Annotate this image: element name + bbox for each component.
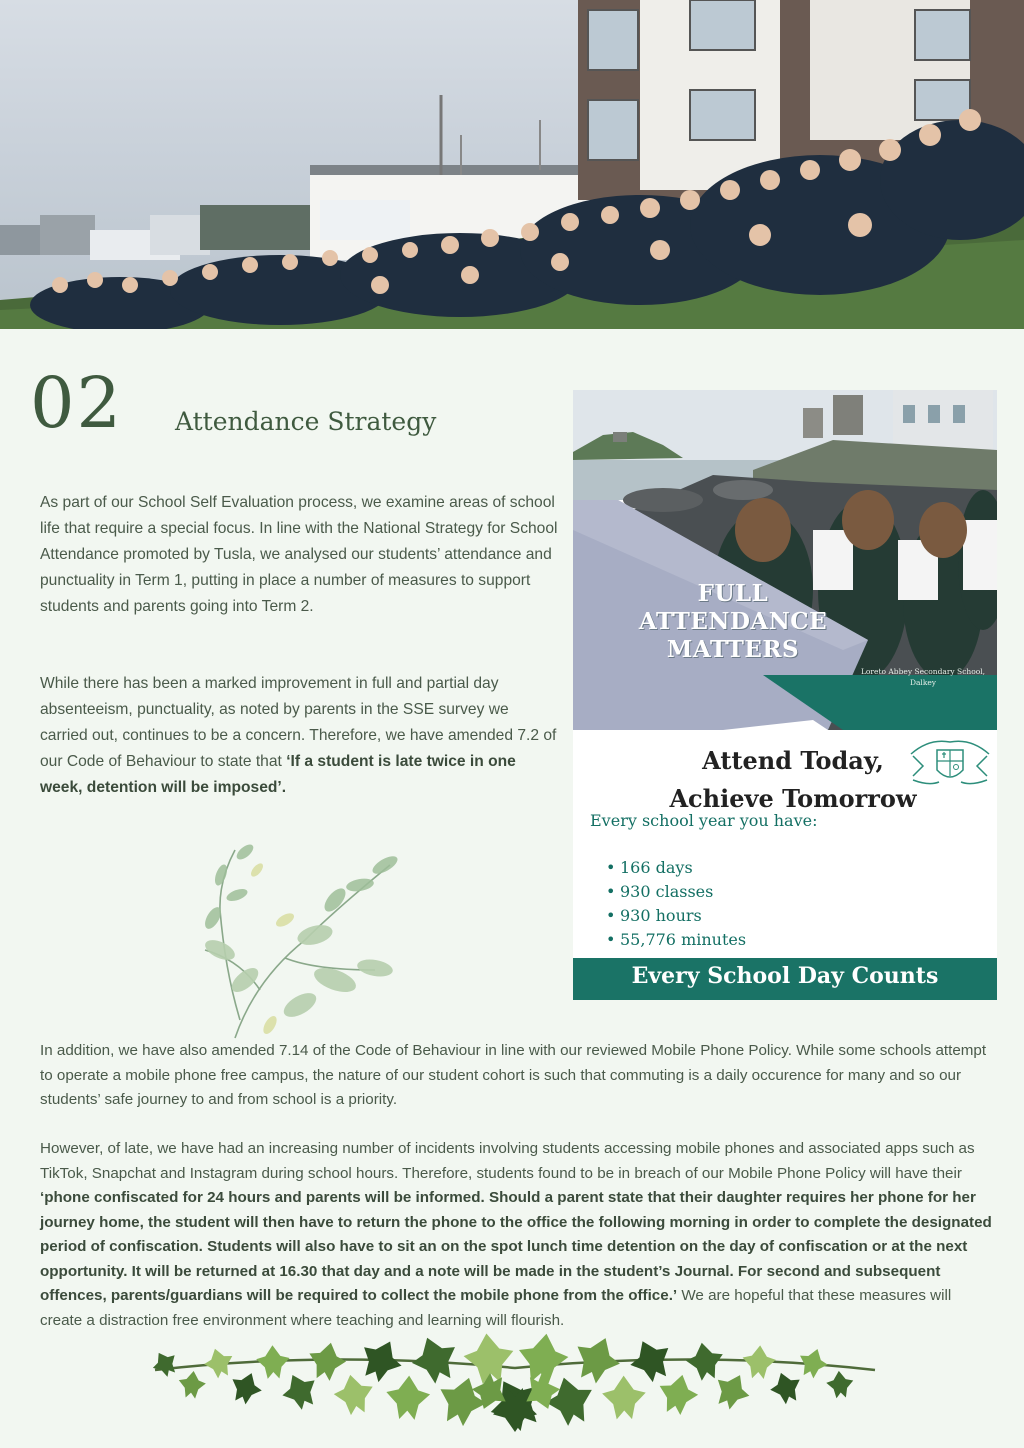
poster-school-line1: Loreto Abbey Secondary School, bbox=[860, 667, 986, 676]
paragraph-punctuality bbox=[40, 671, 560, 801]
poster-banner-line2: ATTENDANCE bbox=[638, 608, 828, 635]
poster-headline-line1: Attend Today, bbox=[702, 746, 884, 775]
poster-headline bbox=[643, 742, 943, 818]
paragraph-punctuality-text: While there has been a marked improvement in full and partial day absenteeism, punctuality, as noted by parents in the SSE survey we carried out, continues to be a concern. Therefore, we have amended 7.2 of our Code of Behaviour to state that bbox=[40, 675, 557, 770]
attendance-poster bbox=[573, 390, 997, 1000]
ivy-vine-icon bbox=[150, 1330, 880, 1440]
paragraph-mobile-policy: In addition, we have also amended 7.14 of the Code of Behaviour in line with our reviewed Mobile Phone Policy. While some schools attempt to operate a mobile phone free campus, the nature of our student cohort is such that commuting is a daily occurence for many and so our students’ safe journey to and from school is a priority. bbox=[40, 1042, 987, 1108]
leaf-sprig-icon bbox=[185, 840, 410, 1040]
poster-banner-line1: FULL bbox=[697, 580, 769, 607]
paragraph-punctuality-rule: ‘If a student is late twice in one week, detention will be imposed’. bbox=[40, 753, 516, 796]
hero-illustration bbox=[0, 0, 1024, 329]
poster-subheading: Every school year you have: bbox=[590, 811, 818, 830]
section-title: Attendance Strategy bbox=[175, 407, 437, 436]
paragraph-confiscation-text: However, of late, we have had an increasing number of incidents involving students accessing mobile phones and associated apps such as TikTok, Snapchat and Instagram during school hours. Therefore, students found to be in breach of our Mobile Phone Policy will have their bbox=[40, 1140, 975, 1182]
paragraph-confiscation-end: We are hopeful that these measures will create a distraction free environment where teaching and learning will flourish. bbox=[40, 1287, 952, 1329]
poster-school-name bbox=[853, 666, 993, 688]
poster-banner-line3: MATTERS bbox=[666, 636, 800, 663]
paragraph-confiscation-rule: ‘phone confiscated for 24 hours and parents will be informed. Should a parent state that their daughter requires her phone for her journey home, the student will then have to return the phone to the office the following morning in order to complete the designated period of confiscation. Students will also have to sit an on the spot lunch time detention on the day of confiscation or at the next opportunity. It will be returned at 16.30 that day and a note will be made in the student’s Journal. For second and subsequent offences, parents/guardians will be required to collect the mobile phone from the office.’ bbox=[40, 1189, 992, 1304]
paragraph-sse: As part of our School Self Evaluation process, we examine areas of school life that require a special focus. In line with the National Strategy for School Attendance promoted by Tusla, we analysed our students’ attendance and punctuality in Term 1, putting in place a number of measures to support students and parents going into Term 2. bbox=[40, 494, 558, 615]
poster-headline-line2: Achieve Tomorrow bbox=[669, 784, 917, 813]
list-item: • 930 hours bbox=[590, 904, 746, 928]
school-crest-icon bbox=[909, 736, 991, 788]
hero-photo bbox=[0, 0, 1024, 329]
list-item: • 930 classes bbox=[590, 880, 746, 904]
section-number: 02 bbox=[30, 362, 124, 444]
paragraph-confiscation bbox=[40, 1137, 992, 1333]
poster-school-line2: Dalkey bbox=[909, 678, 937, 687]
poster-facts-list bbox=[590, 856, 746, 952]
list-item: • 55,776 minutes bbox=[590, 928, 746, 952]
poster-banner bbox=[573, 580, 883, 664]
poster-footer: Every School Day Counts bbox=[573, 958, 997, 1000]
list-item: • 166 days bbox=[590, 856, 746, 880]
